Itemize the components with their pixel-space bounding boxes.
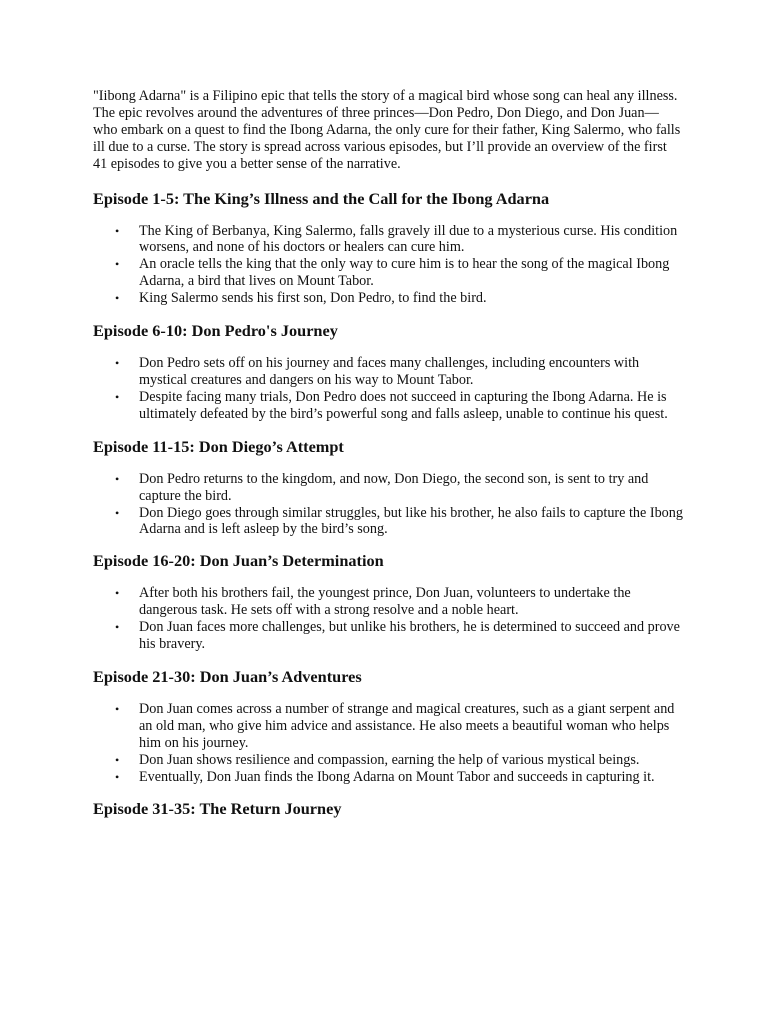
list-item bbox=[93, 471, 683, 505]
list-item-text: Don Juan shows resilience and compassion, earning the help of various mystical beings. bbox=[139, 751, 640, 768]
list-item-text: Don Pedro returns to the kingdom, and now, Don Diego, the second son, is sent to try and capture the bird. bbox=[139, 470, 649, 504]
bullet-icon: • bbox=[115, 505, 120, 520]
bullet-icon: • bbox=[115, 471, 120, 486]
list-item bbox=[93, 752, 683, 769]
list-item-text: Eventually, Don Juan finds the Ibong Adarna on Mount Tabor and succeeds in capturing it. bbox=[139, 768, 655, 785]
bullet-list bbox=[93, 355, 683, 423]
list-item bbox=[93, 619, 683, 653]
list-item bbox=[93, 256, 683, 290]
bullet-icon: • bbox=[115, 291, 120, 306]
bullet-list bbox=[93, 223, 683, 308]
bullet-icon: • bbox=[115, 620, 120, 635]
section-heading: Episode 31-35: The Return Journey bbox=[93, 799, 342, 819]
list-item-text: King Salermo sends his first son, Don Pedro, to find the bird. bbox=[139, 290, 487, 307]
bullet-list bbox=[93, 471, 683, 539]
section-heading: Episode 16-20: Don Juan’s Determination bbox=[93, 551, 384, 571]
document-page bbox=[93, 88, 683, 819]
list-item bbox=[93, 505, 683, 539]
list-item-text: After both his brothers fail, the youngest prince, Don Juan, volunteers to undertake the dangerous task. He sets off with a strong resolve and a noble heart. bbox=[139, 585, 631, 619]
list-item bbox=[93, 701, 683, 752]
list-item-text: The King of Berbanya, King Salermo, falls gravely ill due to a mysterious curse. His condition worsens, and none of his doctors or healers can cure him. bbox=[139, 222, 678, 256]
list-item bbox=[93, 290, 683, 307]
list-item-text: Don Juan comes across a number of strange and magical creatures, such as a giant serpent and an old man, who give him advice and assistance. He also meets a beautiful woman who helps him on his journey. bbox=[139, 700, 675, 751]
section-episode-11-15 bbox=[93, 437, 683, 539]
section-heading: Episode 21-30: Don Juan’s Adventures bbox=[93, 666, 362, 686]
section-heading: Episode 1-5: The King’s Illness and the Call for the Ibong Adarna bbox=[93, 188, 550, 208]
intro-paragraph: "Iibong Adarna" is a Filipino epic that tells the story of a magical bird whose song can heal any illness. The epic revolves around the adventures of three princes—Don Pedro, Don Diego, and Don Juan—who embark on a quest to find the Ibong Adarna, the only cure for their father, King Salermo, who falls ill due to a curse. The story is spread across various episodes, but I’ll provide an overview of the first 41 episodes to give you a better sense of the narrative. bbox=[93, 88, 681, 172]
bullet-icon: • bbox=[115, 356, 120, 371]
list-item bbox=[93, 769, 683, 786]
list-item-text: An oracle tells the king that the only way to cure him is to hear the song of the magical Ibong Adarna, a bird that lives on Mount Tabor. bbox=[139, 256, 670, 290]
section-heading: Episode 6-10: Don Pedro's Journey bbox=[93, 321, 338, 341]
list-item bbox=[93, 355, 683, 389]
section-episode-21-30 bbox=[93, 667, 683, 786]
section-episode-6-10 bbox=[93, 321, 683, 423]
bullet-icon: • bbox=[115, 586, 120, 601]
list-item-text: Don Diego goes through similar struggles, but like his brother, he also fails to capture the Ibong Adarna and is left asleep by the bird’s song. bbox=[139, 504, 683, 538]
bullet-icon: • bbox=[115, 752, 120, 767]
list-item-text: Don Pedro sets off on his journey and faces many challenges, including encounters with mystical creatures and dangers on his way to Mount Tabor. bbox=[139, 355, 640, 388]
section-episode-31-35 bbox=[93, 799, 683, 819]
section-heading: Episode 11-15: Don Diego’s Attempt bbox=[93, 436, 344, 456]
bullet-icon: • bbox=[115, 769, 120, 784]
list-item-text: Despite facing many trials, Don Pedro does not succeed in capturing the Ibong Adarna. He is ultimately defeated by the bird’s powerful song and falls asleep, unable to continue his quest. bbox=[139, 388, 668, 422]
list-item bbox=[93, 389, 683, 423]
bullet-icon: • bbox=[115, 389, 120, 404]
bullet-list bbox=[93, 701, 683, 786]
bullet-icon: • bbox=[115, 701, 120, 716]
bullet-icon: • bbox=[115, 223, 120, 238]
list-item bbox=[93, 223, 683, 257]
section-episode-16-20 bbox=[93, 551, 683, 653]
list-item bbox=[93, 585, 683, 619]
list-item-text: Don Juan faces more challenges, but unlike his brothers, he is determined to succeed and prove his bravery. bbox=[139, 619, 680, 653]
bullet-icon: • bbox=[115, 257, 120, 272]
bullet-list bbox=[93, 585, 683, 653]
section-episode-1-5 bbox=[93, 189, 683, 308]
